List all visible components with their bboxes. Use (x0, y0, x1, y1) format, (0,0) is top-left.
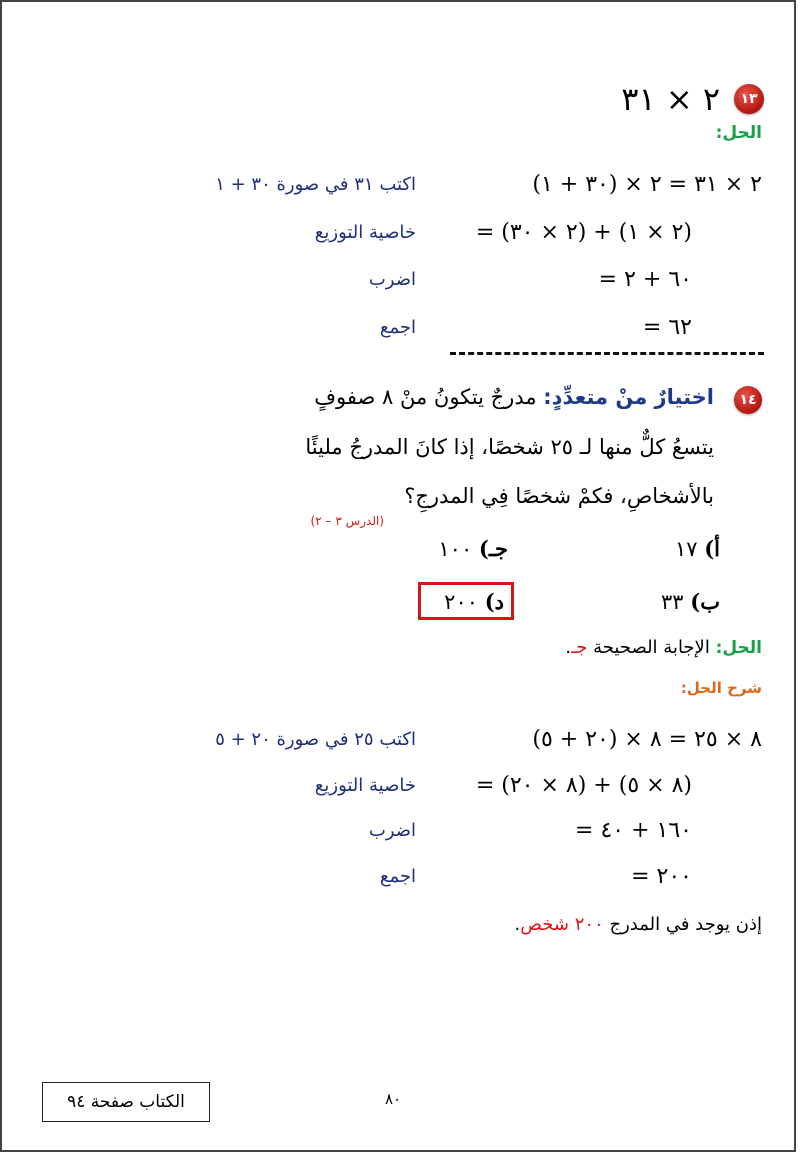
q14-step-4-math: = ٢٠٠ (631, 864, 692, 889)
lesson-reference: (الدرس ٣ – ٢) (310, 514, 384, 528)
question-13-number: ١٣ (740, 91, 758, 107)
q14-step-2-math: = (٨ × ٢٠) + (٨ × ٥) (475, 773, 692, 798)
question-14-badge (734, 386, 762, 414)
q14-step-3-note: اضرب (368, 820, 416, 841)
page-number: ٨٠ (385, 1090, 402, 1108)
book-page-reference (42, 1082, 210, 1122)
option-d-letter: د) (484, 589, 504, 614)
option-d-value: ٢٠٠ (444, 590, 479, 614)
book-page-text: الكتاب صفحة ٩٤ (67, 1092, 185, 1112)
answer-text: الإجابة الصحيحة (593, 637, 710, 658)
q14-step-4-note: اجمع (379, 866, 416, 887)
option-a (675, 536, 720, 561)
option-c (438, 536, 508, 561)
option-a-letter: أ) (704, 536, 720, 561)
q13-step-2-note: خاصية التوزيع (314, 222, 416, 243)
q14-step-1-note: اكتب ٢٥ في صورة ٢٠ + ٥ (215, 729, 416, 750)
conclusion-start: إذن يوجد في المدرج (609, 914, 762, 935)
option-c-value: ١٠٠ (438, 537, 473, 561)
question-14-line-2: يتسعُ كلٌّ منها لـ ٢٥ شخصًا، إذا كانَ المدرجُ مليئًا (305, 435, 714, 459)
conclusion-end: . (514, 914, 521, 935)
answer-label: الحل: (715, 638, 762, 658)
answer-line (565, 637, 762, 658)
option-b-letter: ب) (690, 589, 720, 614)
answer-letter: جـ (571, 637, 588, 658)
question-14-number: ١٤ (739, 392, 757, 408)
q13-step-1-note: اكتب ٣١ في صورة ٣٠ + ١ (215, 174, 416, 195)
question-13-problem: ٢ × ٣١ (621, 80, 720, 118)
answer-end: . (565, 637, 571, 658)
question-14-title: اختيارٌ منْ متعدِّدٍ: (543, 385, 714, 409)
option-b-value: ٣٣ (661, 590, 684, 614)
option-b (661, 589, 720, 614)
explanation-label: شرح الحل: (680, 679, 762, 697)
question-14-text-1: مدرجٌ يتكونُ منْ ٨ صفوفٍ (314, 385, 537, 409)
q14-step-1-math: ٨ × ٢٥ = ٨ × (٢٠ + ٥) (532, 727, 762, 752)
q13-step-4-math: = ٦٢ (642, 315, 692, 340)
q13-step-1-math: ٢ × ٣١ = ٢ × (٣٠ + ١) (532, 172, 762, 197)
option-a-value: ١٧ (674, 537, 698, 561)
q14-step-3-math: = ١٦٠ + ٤٠ (575, 818, 692, 843)
conclusion-line (514, 914, 762, 935)
q13-step-3-note: اضرب (368, 269, 416, 290)
question-13-badge (734, 84, 764, 114)
section-divider (450, 352, 764, 355)
conclusion-value: ٢٠٠ شخص (520, 914, 604, 935)
option-d (444, 589, 504, 614)
question-14-line-1 (314, 385, 714, 409)
q13-step-2-math: = (٢ × ٣٠) + (٢ × ١) (475, 220, 692, 245)
q13-step-3-math: = ٦٠ + ٢ (598, 267, 692, 292)
option-c-letter: جـ) (478, 536, 508, 561)
q13-step-4-note: اجمع (379, 317, 416, 338)
question-14-line-3: بالأشخاصِ، فكمْ شخصًا فِي المدرجِ؟ (404, 484, 714, 508)
q14-step-2-note: خاصية التوزيع (314, 775, 416, 796)
question-13-solution-label: الحل: (715, 123, 762, 143)
